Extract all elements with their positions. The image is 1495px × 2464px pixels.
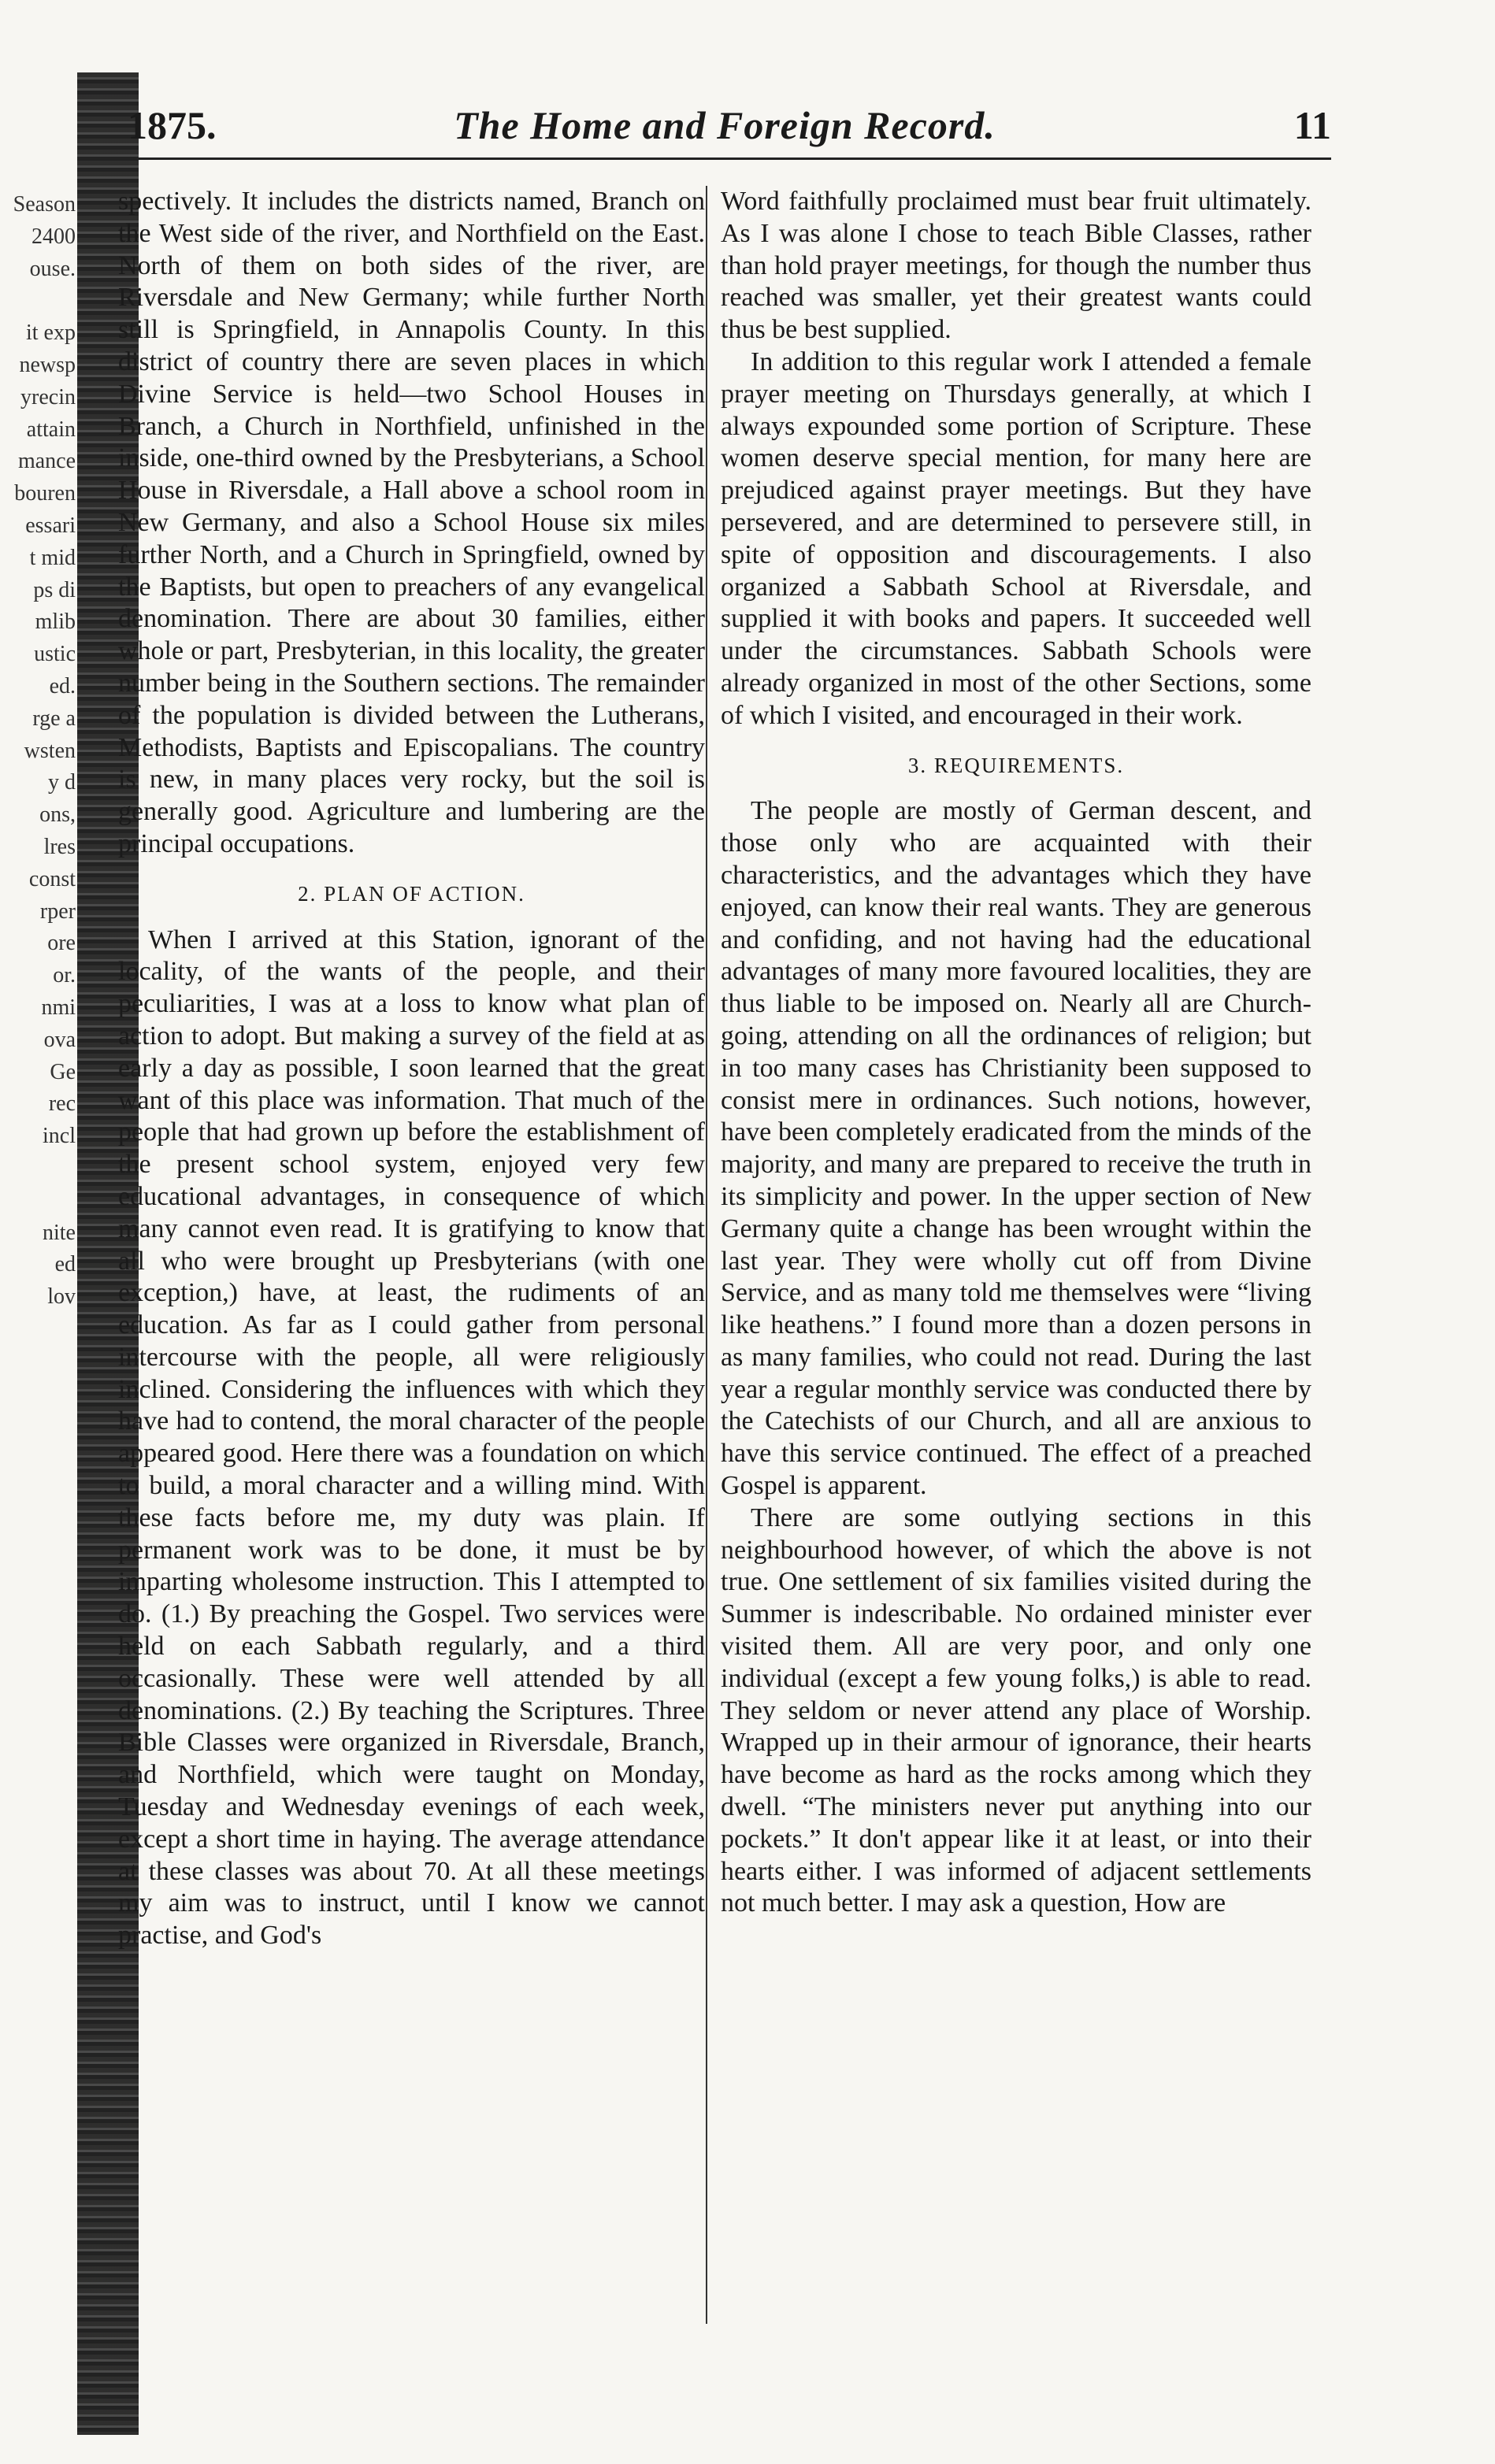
right-column [721, 186, 1311, 1920]
adjacent-page-bleed: Season 2400 ouse. it exp newsp yrecin attain mance bouren essari t mid ps di mlib ustic ed. rge a wsten y d ons, lres const rper ore or. nmi ova Ge rec incl nite ed lov [13, 192, 76, 1310]
paragraph: In addition to this regular work I attended a female prayer meeting on Thursdays generally, at which I always expounded some portion of Scripture. These women deserve special mention, for many here are prejudiced against prayer meetings. But they have persevered, and are determined to persevere still, in spite of opposition and discouragements. I also organized a Sabbath School at Riversdale, and supplied it with books and papers. It succeeded well under the circumstances. Sabbath Schools were already organized in most of the other Sections, some of which I visited, and encouraged in their work. [721, 346, 1311, 730]
column-rule [706, 186, 707, 2324]
paragraph: spectively. It includes the districts named, Branch on the West side of the river, and Northfield on the East. North of them on both sides of the river, are Riversdale and New Germany; while further North still is Springfield, in Annapolis County. In this district of country there are seven places in which Divine Service is held—two School Houses in Branch, a Church in Northfield, unfinished in the inside, one-third owned by the Presbyterians, a School House in Riversdale, a Hall above a school room in New Germany, and also a School House six miles further North, and a Church in Springfield, owned by the Baptists, but open to preachers of any evangelical denomination. There are about 30 families, either whole or part, Presbyterian, in this locality, the greater number being in the Southern sections. The remainder of the population is divided between the Lutherans, Methodists, Baptists and Episcopalians. The country is new, in many places very rocky, but the soil is generally good. Agriculture and lumbering are the principal occupations. [118, 187, 705, 858]
paragraph: Word faithfully proclaimed must bear fruit ultimately. As I was alone I chose to teach Bible Classes, rather than hold prayer meetings, for though the number thus reached was smaller, yet their greatest wants could thus be best supplied. [721, 187, 1311, 345]
header-title: The Home and Foreign Record. [454, 103, 996, 147]
left-column [118, 186, 705, 1952]
paragraph: There are some outlying sections in this neighbourhood however, of which the above is not true. One settlement of six families visited during the Summer is indescribable. No ordained minister ever visited them. All are very poor, and only one individual (except a few young folks,) is able to read. They seldom or never attend any place of Worship. Wrapped up in their armour of ignorance, their hearts have become as hard as the rocks among which they dwell. “The ministers never put anything into our pockets.” It don't appear like it at least, or into their hearts either. I was informed of adjacent settlements not much better. I may ask a question, How are [721, 1502, 1311, 1918]
header-year: 1875. [128, 103, 217, 147]
paragraph: When I arrived at this Station, ignorant of the locality, of the wants of the people, and their peculiarities, I was at a loss to know what plan of action to adopt. But making a survey of the field at as early a day as possible, I soon learned that the great want of this place was information. That much of the people that had grown up before the establishment of the present school system, enjoyed very few educational advantages, in consequence of which many cannot even read. It is gratifying to know that all who were brought up Presbyterians (with one exception,) have, at least, the rudiments of an education. As far as I could gather from personal intercourse with the people, all were religiously inclined. Considering the influences with which they have had to contend, the moral character of the people appeared good. Here there was a foundation on which to build, a moral character and a willing mind. With these facts before me, my duty was plain. If permanent work was to be done, it must be by imparting wholesome instruction. This I attempted to do. (1.) By preaching the Gospel. Two services were held on each Sabbath regularly, and a third occasionally. These were well attended by all denominations. (2.) By teaching the Scriptures. Three Bible Classes were organized in Riversdale, Branch, and Northfield, which were taught on Monday, Tuesday and Wednesday evenings of each week, except a short time in haying. The average attendance at these classes was about 70. At all these meetings my aim was to instruct, until I know we cannot practise, and God's [118, 924, 705, 1951]
paragraph: The people are mostly of German descent, and those only who are acquainted with their characteristics, and the advantages which they have enjoyed, can know their real wants. They are generous and confiding, and not having had the educational advantages of many more favoured localities, they are thus liable to be imposed on. Nearly all are Church-going, attending on all the ordinances of religion; but in too many cases has Christianity been supposed to consist mere in ordinances. Such notions, however, have been completely eradicated from the minds of the majority, and many are prepared to receive the truth in its simplicity and power. In the upper section of New Germany quite a change has been wrought within the last year. They were wholly cut off from Divine Service, and as many told me themselves were “living like heathens.” I found more than a dozen persons in as many families, who could not read. During the last year a regular monthly service was conducted there by the Catechists of our Church, and all are anxious to have this service continued. The effect of a preached Gospel is apparent. [721, 796, 1311, 1501]
section-heading: 2. PLAN OF ACTION. [298, 881, 525, 906]
page-number: 11 [1293, 103, 1331, 147]
section-heading: 3. REQUIREMENTS. [907, 753, 1125, 777]
running-header [118, 102, 1331, 160]
